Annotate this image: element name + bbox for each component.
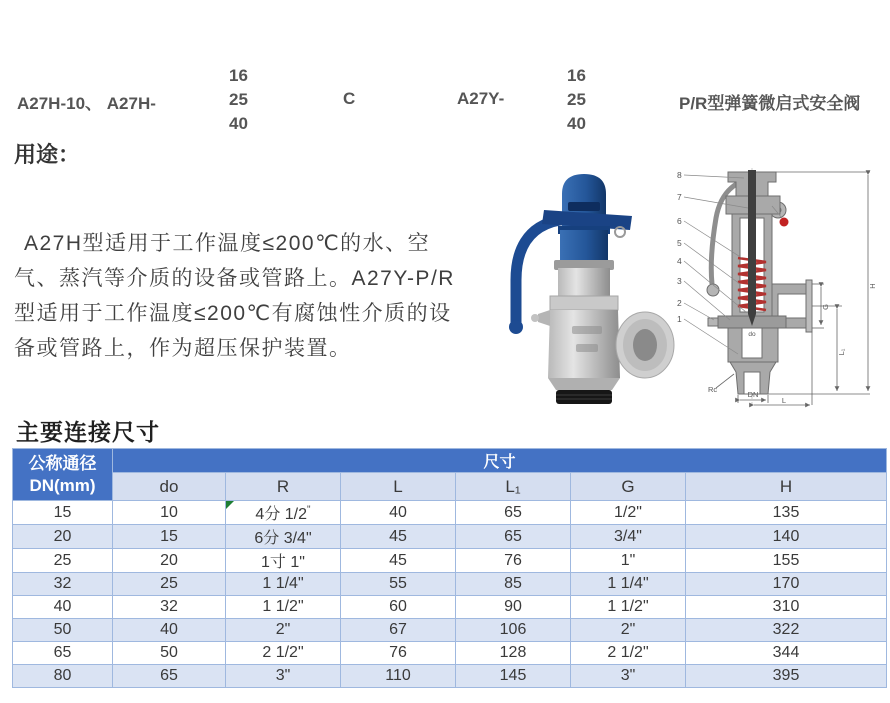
table-cell: 2 1/2" [571, 642, 686, 665]
table-cell: 65 [456, 501, 571, 525]
table-row [13, 642, 887, 665]
rating-value: 25 [229, 90, 248, 109]
dim-h: H [868, 283, 877, 289]
table-cell: 60 [341, 596, 456, 619]
dimensions-table [12, 448, 887, 688]
table-row [13, 596, 887, 619]
column-header-dn [13, 449, 113, 501]
valve-photo [498, 168, 683, 406]
column-header-r: R [226, 473, 341, 501]
table-cell: 76 [341, 642, 456, 665]
table-cell: 128 [456, 642, 571, 665]
table-cell: 110 [341, 665, 456, 688]
table-cell: 90 [456, 596, 571, 619]
rating-value: 16 [567, 66, 586, 85]
table-row [13, 573, 887, 596]
subheader-row [13, 473, 887, 501]
pressure-ratings-right [567, 64, 586, 136]
table-cell: 65 [113, 665, 226, 688]
rating-value: 40 [229, 114, 248, 133]
column-header-h: H [686, 473, 887, 501]
column-header-do: do [113, 473, 226, 501]
callout: 1 [677, 314, 682, 324]
table-cell: 20 [13, 525, 113, 549]
table-cell: 6分 3/4" [226, 525, 341, 549]
callout: 8 [677, 170, 682, 180]
rating-value: 25 [567, 90, 586, 109]
table-cell: 155 [686, 549, 887, 573]
usage-paragraph: A27H型适用于工作温度≤200℃的水、空气、蒸汽等介质的设备或管路上。A27Y-P/R型适用于工作温度≤200℃有腐蚀性介质的设备或管路上，作为超压保护装置。 [14, 232, 455, 360]
table-cell: 1寸 1" [226, 549, 341, 573]
valve-body [531, 296, 620, 378]
valve-taper [548, 378, 620, 390]
dim-l: L [781, 396, 787, 405]
size-group-header: 尺寸 [113, 449, 887, 473]
table-cell: 4分 1/2" [226, 501, 341, 525]
table-cell: 395 [686, 665, 887, 688]
table-cell: 3" [571, 665, 686, 688]
usage-heading: 用途： [14, 142, 81, 167]
valve-outlet [616, 312, 674, 378]
table-cell: 3/4" [571, 525, 686, 549]
callout: 6 [677, 216, 682, 226]
table-cell: 145 [456, 665, 571, 688]
table-cell: 15 [13, 501, 113, 525]
pressure-ratings-left [229, 64, 248, 136]
diagram-valve-outline [708, 172, 812, 394]
cell-flag-icon [226, 501, 234, 509]
stem [748, 170, 756, 326]
callout-numbers [677, 170, 682, 324]
table-cell: 50 [113, 642, 226, 665]
table-row [13, 665, 887, 688]
column-header-l1: L₁ [456, 473, 571, 501]
table-cell: 25 [113, 573, 226, 596]
table-cell: 15 [113, 525, 226, 549]
table-row [13, 619, 887, 642]
table-cell: 40 [113, 619, 226, 642]
table-cell: 20 [113, 549, 226, 573]
dn-header-line1: 公称通径 [28, 453, 97, 473]
table-cell: 10 [113, 501, 226, 525]
model-series-left: A27H-10、 A27H- [17, 94, 156, 113]
table-body [13, 501, 887, 688]
callout: 4 [677, 256, 682, 266]
table-cell: 80 [13, 665, 113, 688]
table-cell: 135 [686, 501, 887, 525]
table-row [13, 501, 887, 525]
table-cell: 25 [13, 549, 113, 573]
table-cell: 344 [686, 642, 887, 665]
table-cell: 2" [226, 619, 341, 642]
column-header-g: G [571, 473, 686, 501]
table-cell: 50 [13, 619, 113, 642]
product-title: P/R型弹簧微启式安全阀 [679, 94, 861, 113]
dim-g: G [821, 304, 830, 310]
dim-dn: DN [747, 390, 759, 399]
table-cell: 310 [686, 596, 887, 619]
table-cell: 2 1/2" [226, 642, 341, 665]
table-cell: 32 [113, 596, 226, 619]
callout: 5 [677, 238, 682, 248]
valve-section-diagram [672, 166, 890, 408]
column-header-l: L [341, 473, 456, 501]
dim-do: do [748, 331, 756, 338]
table-cell: 1 1/2" [226, 596, 341, 619]
table-cell: 40 [13, 596, 113, 619]
table-cell: 45 [341, 525, 456, 549]
table-cell: 1/2" [571, 501, 686, 525]
dim-rc: Rc [708, 385, 718, 394]
table-row [13, 525, 887, 549]
table-cell: 55 [341, 573, 456, 596]
rating-value: 16 [229, 66, 248, 85]
rating-value: 40 [567, 114, 586, 133]
dim-l1: L₁ [837, 348, 846, 356]
table-cell: 1 1/4" [571, 573, 686, 596]
table-cell: 1 1/2" [571, 596, 686, 619]
model-designation-row [0, 0, 890, 135]
callout: 2 [677, 298, 682, 308]
table-cell: 65 [456, 525, 571, 549]
valve-inlet-thread [556, 390, 612, 404]
callout: 7 [677, 192, 682, 202]
table-cell: 32 [13, 573, 113, 596]
lead-seal-icon [780, 218, 789, 227]
table-cell: 106 [456, 619, 571, 642]
model-suffix-letter: C [343, 89, 356, 108]
table-cell: 322 [686, 619, 887, 642]
table-cell: 45 [341, 549, 456, 573]
table-cell: 67 [341, 619, 456, 642]
table-title: 主要连接尺寸 [16, 419, 160, 445]
dn-header-line2: DN(mm) [29, 475, 96, 495]
callout: 3 [677, 276, 682, 286]
table-cell: 140 [686, 525, 887, 549]
model-series-right: A27Y- [457, 89, 505, 108]
table-cell: 170 [686, 573, 887, 596]
table-cell: 2" [571, 619, 686, 642]
table-row [13, 549, 887, 573]
table-cell: 40 [341, 501, 456, 525]
table-cell: 3" [226, 665, 341, 688]
table-cell: 85 [456, 573, 571, 596]
table-cell: 1" [571, 549, 686, 573]
table-cell: 65 [13, 642, 113, 665]
valve-bonnet [554, 226, 625, 296]
table-cell: 76 [456, 549, 571, 573]
table-cell: 1 1/4" [226, 573, 341, 596]
